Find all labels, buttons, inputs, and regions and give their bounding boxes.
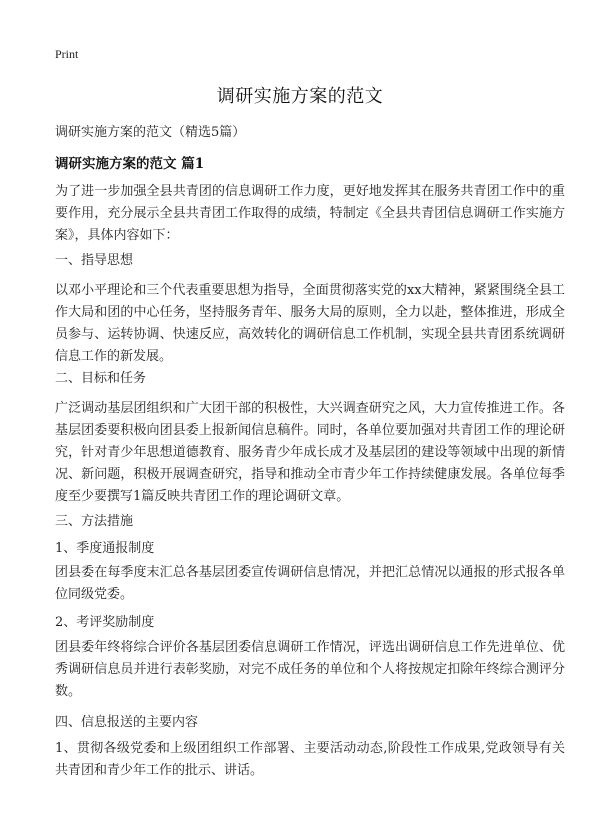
document-subtitle: 调研实施方案的范文（精选5篇）: [55, 125, 246, 140]
print-label[interactable]: Print: [55, 47, 79, 61]
section-heading-reporting-content: 四、信息报送的主要内容: [55, 715, 199, 730]
evaluation-rewards-paragraph: 团县委年终将综合评价各基层团委信息调研工作情况，评选出调研信息工作先进单位、优秀调研信息员并进行表彰奖励，对完不成任务的单位和个人将按规定扣除年终综合测评分数。: [55, 640, 565, 699]
reporting-content-paragraph: 1、贯彻各级党委和上级团组织工作部署、主要活动动态,阶段性工作成果,党政领导有关共青团和青少年工作的批示、讲话。: [55, 741, 565, 778]
intro-paragraph: 为了进一步加强全县共青团的信息调研工作力度，更好地发挥其在服务共青团工作中的重要作用，充分展示全县共青团工作取得的成绩，特制定《全县共青团信息调研工作实施方案》，具体内容如下：: [55, 184, 565, 243]
subheading-evaluation-rewards: 2、考评奖励制度: [55, 615, 155, 630]
guiding-ideology-paragraph: 以邓小平理论和三个代表重要思想为指导，全面贯彻落实党的xx大精神，紧紧围绕全县工作大局和团的中心任务，坚持服务青年、服务大局的原则，全力以赴，整体推进，形成全员参与、运转协调、快速反应，高效转化的调研信息工作机制，实现全县共青团系统调研信息工作的新发展。: [55, 283, 565, 364]
quarterly-report-paragraph: 团县委在每季度末汇总各基层团委宣传调研信息情况，并把汇总情况以通报的形式报各单位同级党委。: [55, 565, 565, 602]
subheading-quarterly-report: 1、季度通报制度: [55, 541, 155, 556]
section-heading-guiding-ideology: 一、指导思想: [55, 253, 134, 268]
document-title: 调研实施方案的范文: [216, 86, 384, 107]
article-title: 调研实施方案的范文 篇1: [55, 156, 205, 172]
section-heading-goals-tasks: 二、目标和任务: [55, 371, 147, 386]
goals-tasks-paragraph: 广泛调动基层团组织和广大团干部的积极性，大兴调查研究之风，大力宣传推进工作。各基层团委要积极向团县委上报新闻信息稿件。同时，各单位要加强对共青团工作的理论研究，针对青少年思想道德教育、服务青少年成长成才及基层团的建设等领域中出现的新情况、新问题，积极开展调查研究，指导和推动全市青少年工作持续健康发展。各单位每季度至少要撰写1篇反映共青团工作的理论调研文章。: [55, 401, 565, 504]
section-heading-methods: 三、方法措施: [55, 514, 134, 529]
